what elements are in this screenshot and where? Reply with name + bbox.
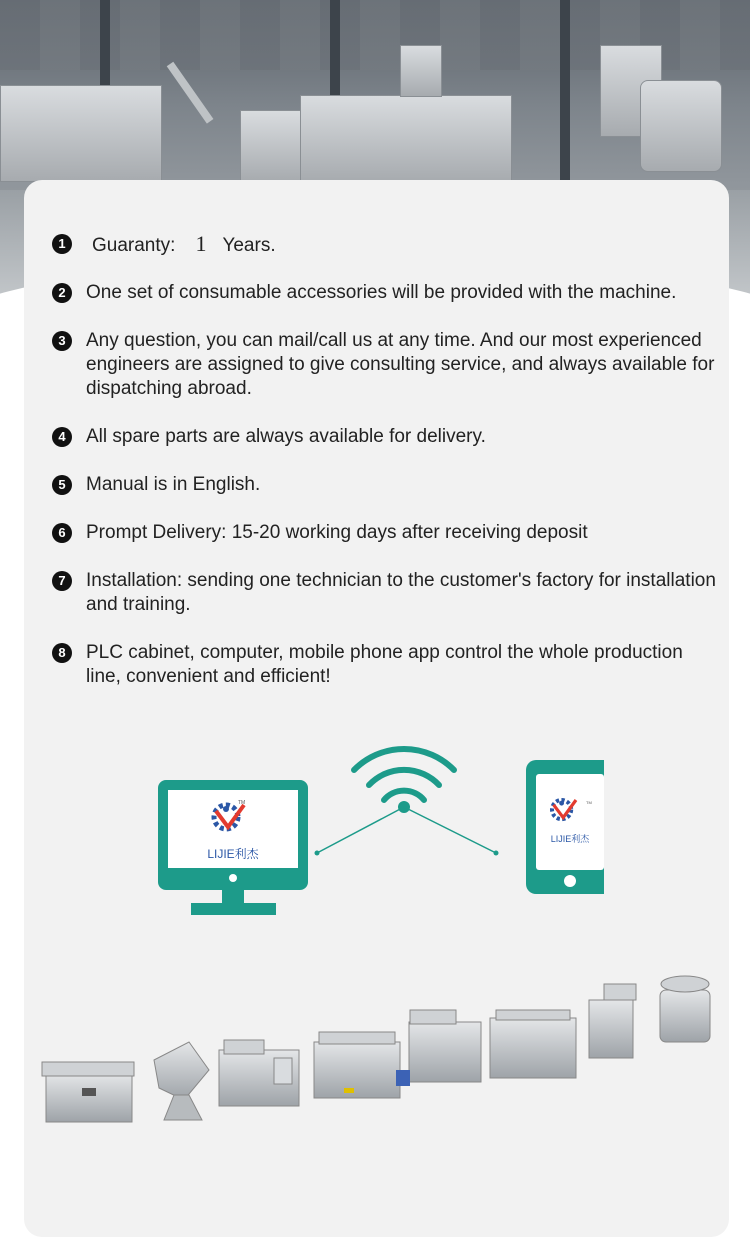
list-item-text: Manual is in English. bbox=[86, 474, 261, 495]
trademark-text: TM bbox=[238, 800, 246, 806]
number-badge: 6 bbox=[52, 523, 72, 543]
list-item bbox=[52, 281, 722, 305]
list-item-text: Prompt Delivery: 15-20 working days after receiving deposit bbox=[86, 522, 588, 543]
list-item-text: One set of consumable accessories will be provided with the machine. bbox=[86, 282, 677, 303]
list-item-guaranty bbox=[52, 232, 722, 258]
list-item bbox=[52, 425, 722, 449]
list-item bbox=[52, 641, 722, 689]
number-badge: 7 bbox=[52, 571, 72, 591]
list-item bbox=[52, 569, 722, 617]
number-badge: 1 bbox=[52, 234, 72, 254]
trademark-text-phone: TM bbox=[586, 800, 592, 805]
list-item-text: PLC cabinet, computer, mobile phone app control the whole production line, convenient and efficient! bbox=[86, 642, 683, 687]
list-item bbox=[52, 521, 722, 545]
list-item bbox=[52, 473, 722, 497]
list-item-text: Any question, you can mail/call us at any time. And our most experienced engineers are assigned to give consulting service, and always available for dispatching abroad. bbox=[86, 330, 715, 399]
service-card bbox=[24, 180, 729, 1237]
mobile-phone-icon bbox=[526, 760, 604, 894]
guaranty-value: 1 bbox=[195, 231, 207, 256]
number-badge: 2 bbox=[52, 283, 72, 303]
number-badge: 8 bbox=[52, 643, 72, 663]
number-badge: 4 bbox=[52, 427, 72, 447]
computer-monitor-icon bbox=[158, 780, 308, 915]
guaranty-unit: Years. bbox=[222, 235, 276, 256]
brand-text: LIJIE利杰 bbox=[207, 847, 259, 861]
list-item bbox=[52, 329, 722, 401]
list-item-text: All spare parts are always available for delivery. bbox=[86, 426, 486, 447]
brand-text-phone: LIJIE利杰 bbox=[550, 834, 590, 844]
number-badge: 3 bbox=[52, 331, 72, 351]
guaranty-label: Guaranty: bbox=[92, 235, 176, 256]
wifi-icon bbox=[354, 749, 454, 800]
number-badge: 5 bbox=[52, 475, 72, 495]
equipment-lineup-image bbox=[24, 970, 729, 1140]
list-item-text: Installation: sending one technician to the customer's factory for installation and training. bbox=[86, 570, 716, 615]
connectivity-diagram bbox=[154, 730, 604, 920]
